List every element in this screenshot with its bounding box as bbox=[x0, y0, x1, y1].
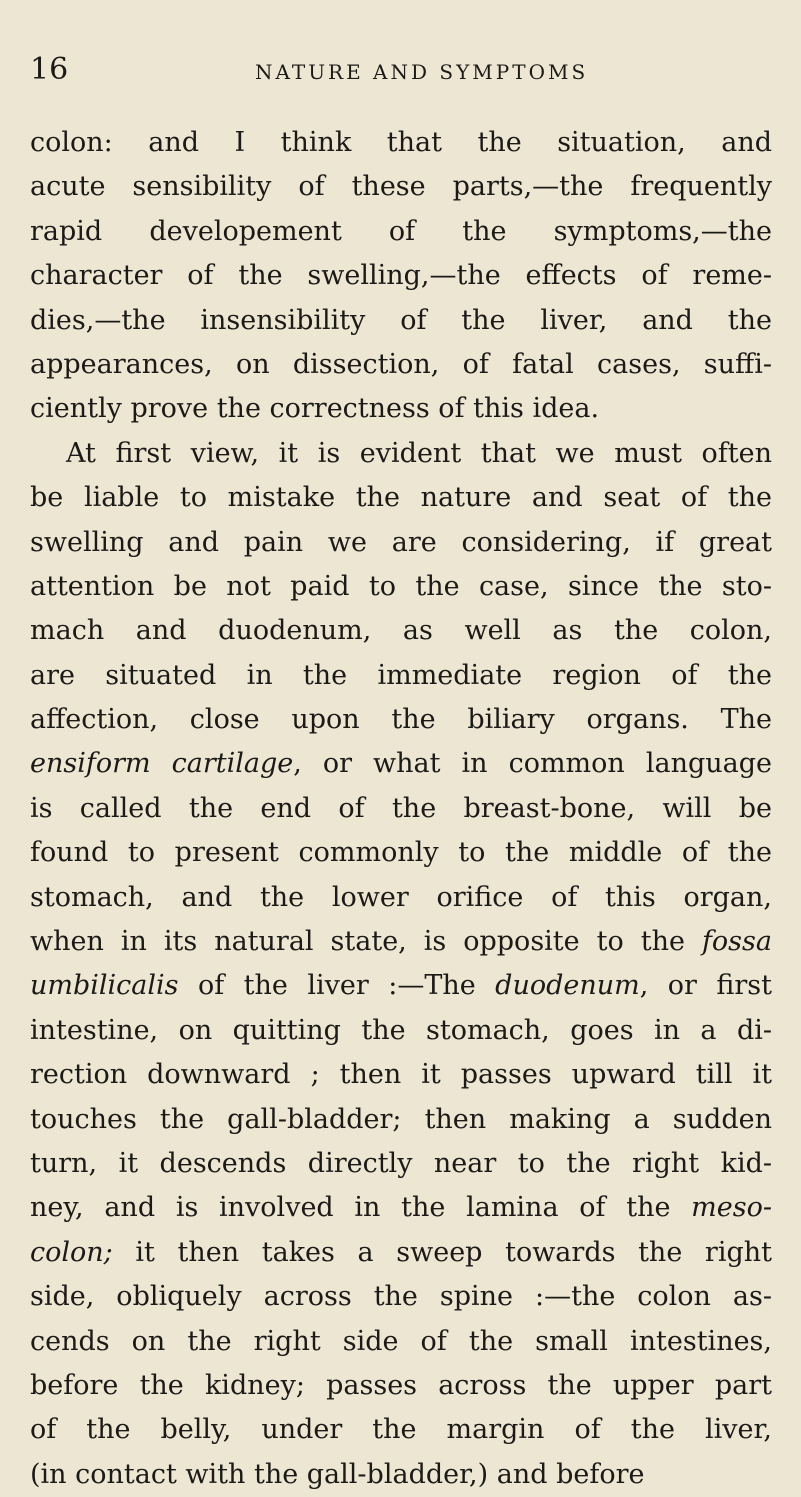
italic-text: umbilicalis bbox=[30, 970, 179, 1002]
running-head bbox=[30, 50, 771, 90]
text-segment: intestine, on quitting the stomach, goes in a di- bbox=[30, 1014, 772, 1046]
text-segment: appearances, on dissection, of fatal cases, suffi- bbox=[30, 348, 772, 380]
text-segment: of the liver :—The bbox=[178, 970, 496, 1002]
text-line bbox=[30, 343, 772, 387]
text-segment: , or what in common language bbox=[293, 748, 772, 780]
text-segment: before the kidney; passes across the upper part bbox=[30, 1369, 772, 1401]
running-title: NATURE AND SYMPTOMS bbox=[255, 60, 589, 84]
text-segment: swelling and pain we are considering, if great bbox=[30, 526, 772, 558]
text-segment: are situated in the immediate region of the bbox=[30, 659, 772, 691]
text-line bbox=[30, 387, 772, 431]
italic-text: duodenum bbox=[495, 970, 640, 1002]
text-segment: cends on the right side of the small intestines, bbox=[30, 1325, 772, 1357]
text-segment: colon: and I think that the situation, and bbox=[30, 127, 772, 158]
text-line bbox=[30, 1231, 772, 1275]
text-line bbox=[30, 920, 772, 964]
text-segment: character of the swelling,—the effects of reme- bbox=[30, 260, 772, 292]
text-line bbox=[30, 1053, 772, 1097]
text-line bbox=[30, 742, 772, 786]
text-line bbox=[30, 1275, 772, 1319]
text-segment: is called the end of the breast-bone, will be bbox=[30, 792, 772, 824]
text-line bbox=[30, 1320, 772, 1364]
text-segment: , or first bbox=[639, 970, 773, 1002]
italic-text: fossa bbox=[701, 926, 772, 958]
text-segment: rapid developement of the symptoms,—the bbox=[30, 215, 772, 247]
text-line bbox=[30, 1408, 772, 1452]
text-line bbox=[30, 831, 772, 875]
text-segment: when in its natural state, is opposite to the bbox=[30, 926, 702, 958]
text-line bbox=[30, 521, 772, 565]
text-segment: mach and duodenum, as well as the colon, bbox=[30, 615, 772, 647]
text-line bbox=[30, 1009, 772, 1053]
text-segment: ciently prove the correctness of this idea. bbox=[30, 393, 600, 425]
text-line bbox=[30, 964, 772, 1008]
text-line bbox=[30, 1098, 772, 1142]
text-line bbox=[30, 698, 772, 742]
text-segment: be liable to mistake the nature and seat of the bbox=[30, 482, 772, 514]
text-segment: At first view, it is evident that we must often bbox=[66, 437, 772, 469]
text-line bbox=[30, 254, 772, 298]
text-line bbox=[30, 165, 772, 209]
text-segment: rection downward ; then it passes upward till it bbox=[30, 1059, 772, 1091]
text-line bbox=[30, 654, 772, 698]
text-segment: side, obliquely across the spine :—the colon as- bbox=[30, 1281, 772, 1313]
italic-text: colon; bbox=[30, 1236, 113, 1268]
text-segment: it then takes a sweep towards the right bbox=[112, 1236, 772, 1268]
italic-text: ensiform cartilage bbox=[30, 748, 294, 780]
text-line bbox=[30, 876, 772, 920]
text-line bbox=[30, 1186, 772, 1230]
text-segment: turn, it descends directly near to the right kid- bbox=[30, 1147, 772, 1179]
text-segment: dies,—the insensibility of the liver, and the bbox=[30, 304, 772, 336]
italic-text: meso- bbox=[691, 1192, 772, 1224]
page-number: 16 bbox=[30, 52, 69, 87]
text-line bbox=[30, 787, 772, 831]
text-segment: (in contact with the gall-bladder,) and before bbox=[30, 1458, 645, 1490]
text-line bbox=[30, 476, 772, 520]
text-line bbox=[30, 609, 772, 653]
text-segment: found to present commonly to the middle of the bbox=[30, 837, 772, 869]
text-segment: stomach, and the lower orifice of this organ, bbox=[30, 881, 772, 913]
text-line bbox=[30, 565, 772, 609]
text-line bbox=[30, 1364, 772, 1408]
text-segment: of the belly, under the margin of the liver, bbox=[30, 1414, 772, 1446]
text-line bbox=[30, 299, 772, 343]
text-segment: attention be not paid to the case, since the sto- bbox=[30, 570, 772, 602]
text-line bbox=[30, 121, 772, 165]
text-segment: ney, and is involved in the lamina of the bbox=[30, 1192, 692, 1224]
text-segment: acute sensibility of these parts,—the frequently bbox=[30, 171, 772, 203]
text-segment: affection, close upon the biliary organs. The bbox=[30, 704, 772, 736]
text-line bbox=[30, 1142, 772, 1186]
text-segment: touches the gall-bladder; then making a sudden bbox=[30, 1103, 772, 1135]
text-line bbox=[30, 1453, 772, 1497]
text-line bbox=[30, 210, 772, 254]
text-line bbox=[30, 432, 772, 476]
body-text bbox=[30, 121, 772, 1497]
